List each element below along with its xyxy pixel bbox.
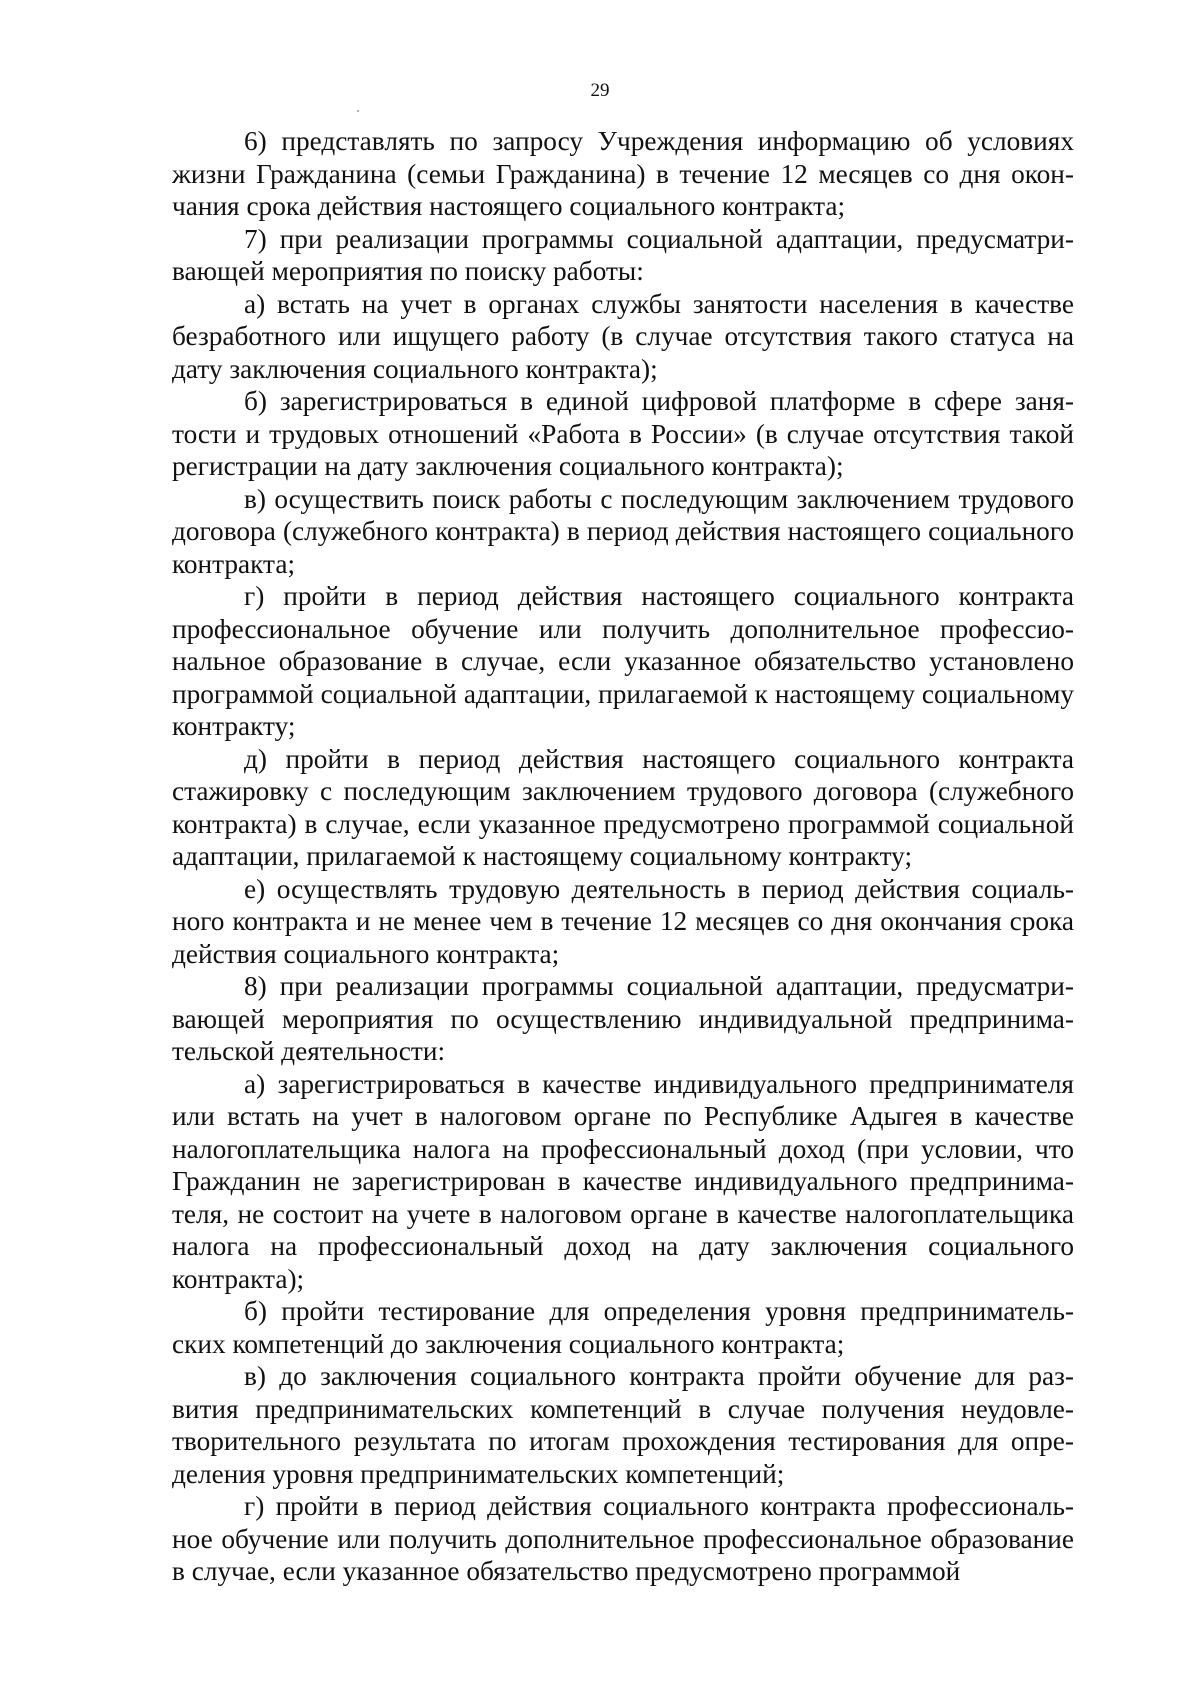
paragraph-7: 7) при реализации программы социальной адаптации, предусматривающей мероприятия по поиску работы: <box>172 223 1074 286</box>
paragraph-7v: в) осуществить поиск работы с последующим заключением трудового договора (служебного контракта) в период действия настоящего социального контракта; <box>172 483 1074 579</box>
paragraph-7b: б) зарегистрироваться в единой цифровой платформе в сфере занятости и трудовых отношений «Работа в России» (в случае отсутствия такой регистрации на дату заключения социального контракта); <box>172 386 1074 481</box>
scan-artifact <box>357 110 359 112</box>
paragraph-7e: е) осуществлять трудовую деятельность в период действия социального контракта и не менее чем в течение 12 месяцев со дня окончания срока действия социального контракта; <box>172 873 1074 969</box>
paragraph-7d: д) пройти в период действия настоящего социального контракта стажировку с последующим заключением трудового договора (служебного контракта) в случае, если указанное предусмотрено программой социальной адаптации, прилагаемой к настоящему социальному контракту; <box>172 743 1074 871</box>
paragraph-8: 8) при реализации программы социальной адаптации, предусматривающей мероприятия по осуществлению индивидуальной предпринимательской деятельности: <box>172 971 1074 1066</box>
paragraph-7a: а) встать на учет в органах службы занятости населения в качестве безработного или ищущего работу (в случае отсутствия такого статуса на дату заключения социального контракта); <box>172 288 1074 384</box>
page-number: 29 <box>590 80 610 101</box>
paragraph-8a: а) зарегистрироваться в качестве индивидуального предпринимателя или встать на учет в налоговом органе по Республике Адыгея в качестве налогоплательщика налога на профессиональный доход (при условии, что Гражданин не зарегистрирован в качестве индивидуального предпринимателя, не состоит на учете в налоговом органе в качестве налогоплательщика налога на профессиональный доход на дату заключения социального контракта); <box>172 1068 1074 1294</box>
document-body <box>172 125 1074 1588</box>
paragraph-7g: г) пройти в период действия настоящего социального контракта профессиональное обучение или получить дополнительное профессиональное образование в случае, если указанное обязательство установлено программой социальной адаптации, прилагаемой к настоящему социальному контракту; <box>172 581 1074 741</box>
paragraph-8b: б) пройти тестирование для определения уровня предпринимательских компетенций до заключения социального контракта; <box>172 1296 1074 1359</box>
paragraph-8g: г) пройти в период действия социального контракта профессиональное обучение или получить дополнительное профессиональное образование в случае, если указанное обязательство предусмотрено программой <box>172 1491 1074 1586</box>
paragraph-8v: в) до заключения социального контракта пройти обучение для развития предпринимательских компетенций в случае получения неудовлетворительного результата по итогам прохождения тестирования для определения уровня предпринимательских компетенций; <box>172 1361 1074 1489</box>
paragraph-6: 6) представлять по запросу Учреждения информацию об условиях жизни Гражданина (семьи Гражданина) в течение 12 месяцев со дня окончания срока действия настоящего социального контракта; <box>172 126 1074 221</box>
